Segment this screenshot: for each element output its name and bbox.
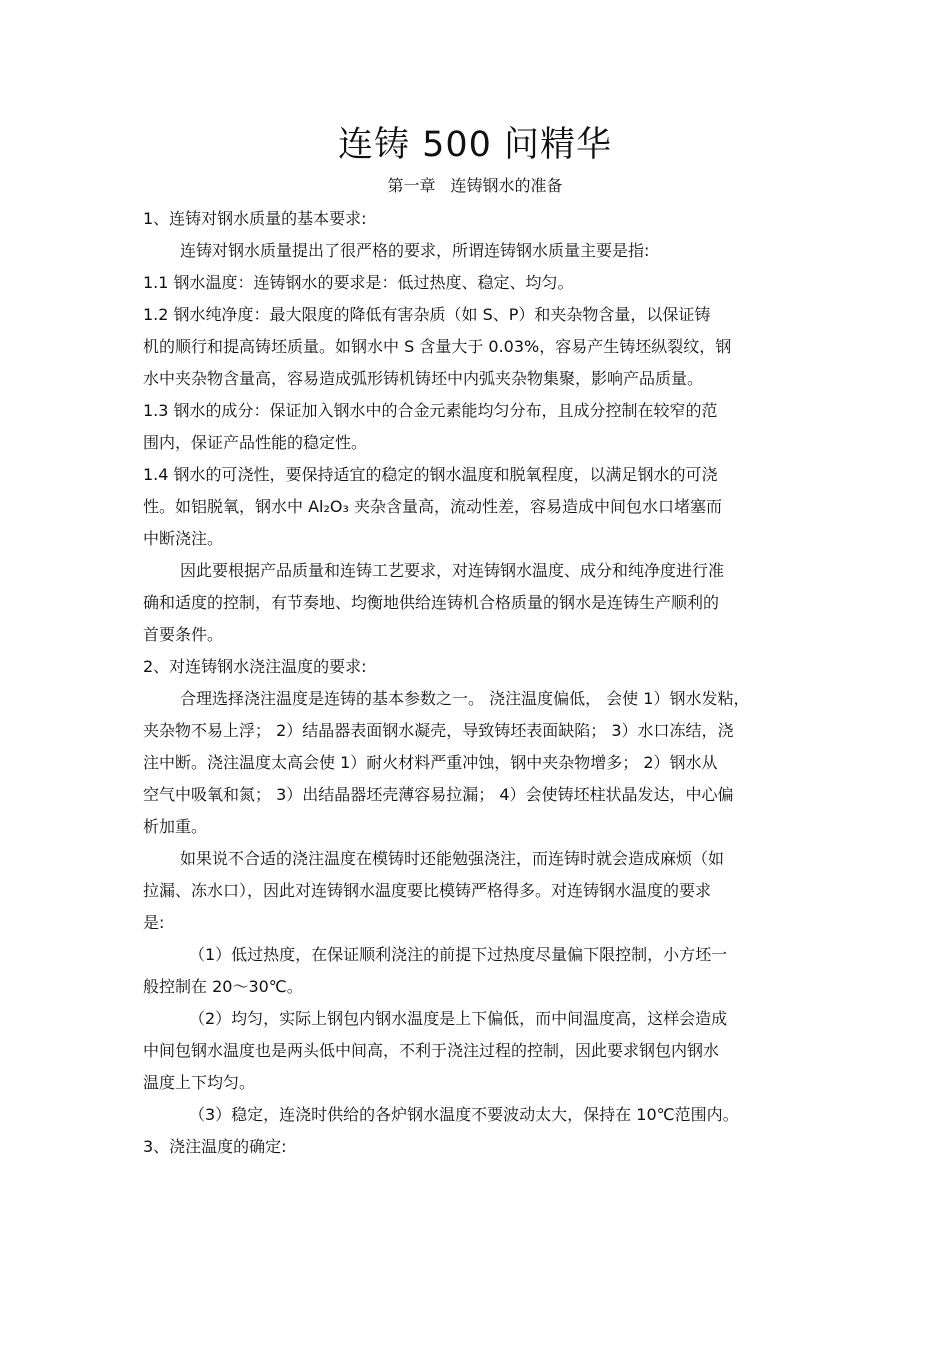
text-line: 是: <box>143 913 165 932</box>
text-line: 注中断。浇注温度太高会使 1）耐火材料严重冲蚀，钢中夹杂物增多； 2）钢水从 <box>143 753 718 772</box>
text-line: 夹杂物不易上浮； 2）结晶器表面钢水凝壳，导致铸坯表面缺陷； 3）水口冻结，浇 <box>143 721 734 740</box>
text-line: 机的顺行和提高铸坯质量。如钢水中 S 含量大于 0.03%，容易产生铸坯纵裂纹，钢 <box>143 337 732 356</box>
text-line: 围内，保证产品性能的稳定性。 <box>143 433 368 452</box>
text-line: 1.1 钢水温度：连铸钢水的要求是：低过热度、稳定、均匀。 <box>143 273 574 292</box>
text-line: 1.4 钢水的可浇性，要保持适宜的稳定的钢水温度和脱氧程度，以满足钢水的可浇 <box>143 465 718 484</box>
document-title: 连铸 500 问精华 <box>337 125 613 165</box>
text-line: 析加重。 <box>143 817 208 836</box>
text-line: 温度上下均匀。 <box>143 1073 256 1092</box>
text-line: 如果说不合适的浇注温度在模铸时还能勉强浇注，而连铸时就会造成麻烦（如 <box>180 849 725 868</box>
text-line: 中间包钢水温度也是两头低中间高，不利于浇注过程的控制，因此要求钢包内钢水 <box>143 1041 720 1060</box>
text-line: 确和适度的控制，有节奏地、均衡地供给连铸机合格质量的钢水是连铸生产顺利的 <box>143 593 720 612</box>
text-line: 首要条件。 <box>143 625 224 644</box>
text-line: 空气中吸氧和氮； 3）出结晶器坯壳薄容易拉漏； 4）会使铸坯柱状晶发达，中心偏 <box>143 785 734 804</box>
text-line: （3）稳定，连浇时供给的各炉钢水温度不要波动太大，保持在 10℃范围内。 <box>189 1105 739 1124</box>
text-line: 合理选择浇注温度是连铸的基本参数之一。 浇注温度偏低， 会使 1）钢水发粘， <box>180 689 750 708</box>
text-line: 中断浇注。 <box>143 529 224 548</box>
text-line: 1.3 钢水的成分：保证加入钢水中的合金元素能均匀分布，且成分控制在较窄的范 <box>143 401 718 420</box>
text-line: 水中夹杂物含量高，容易造成弧形铸机铸坯中内弧夹杂物集聚，影响产品质量。 <box>143 369 704 388</box>
chapter-heading: 第一章 连铸钢水的准备 <box>387 176 563 195</box>
text-line: 1、连铸对钢水质量的基本要求: <box>143 209 367 228</box>
text-line: 连铸对钢水质量提出了很严格的要求，所谓连铸钢水质量主要是指: <box>180 241 650 260</box>
text-line: 1.2 钢水纯净度：最大限度的降低有害杂质（如 S、P）和夹杂物含量，以保证铸 <box>143 305 711 324</box>
text-line: 般控制在 20～30℃。 <box>143 977 303 996</box>
text-line: 3、浇注温度的确定: <box>143 1137 287 1156</box>
text-line: （2）均匀，实际上钢包内钢水温度是上下偏低，而中间温度高，这样会造成 <box>189 1009 728 1028</box>
text-line: 2、对连铸钢水浇注温度的要求: <box>143 657 367 676</box>
text-line: （1）低过热度，在保证顺利浇注的前提下过热度尽量偏下限控制，小方坯一 <box>189 945 728 964</box>
text-line: 因此要根据产品质量和连铸工艺要求，对连铸钢水温度、成分和纯净度进行准 <box>180 561 725 580</box>
document-body <box>143 203 833 1163</box>
text-line: 性。如铝脱氧，钢水中 Al₂O₃ 夹杂含量高，流动性差，容易造成中间包水口堵塞而 <box>143 497 722 516</box>
text-line: 拉漏、冻水口），因此对连铸钢水温度要比模铸严格得多。对连铸钢水温度的要求 <box>143 881 712 900</box>
